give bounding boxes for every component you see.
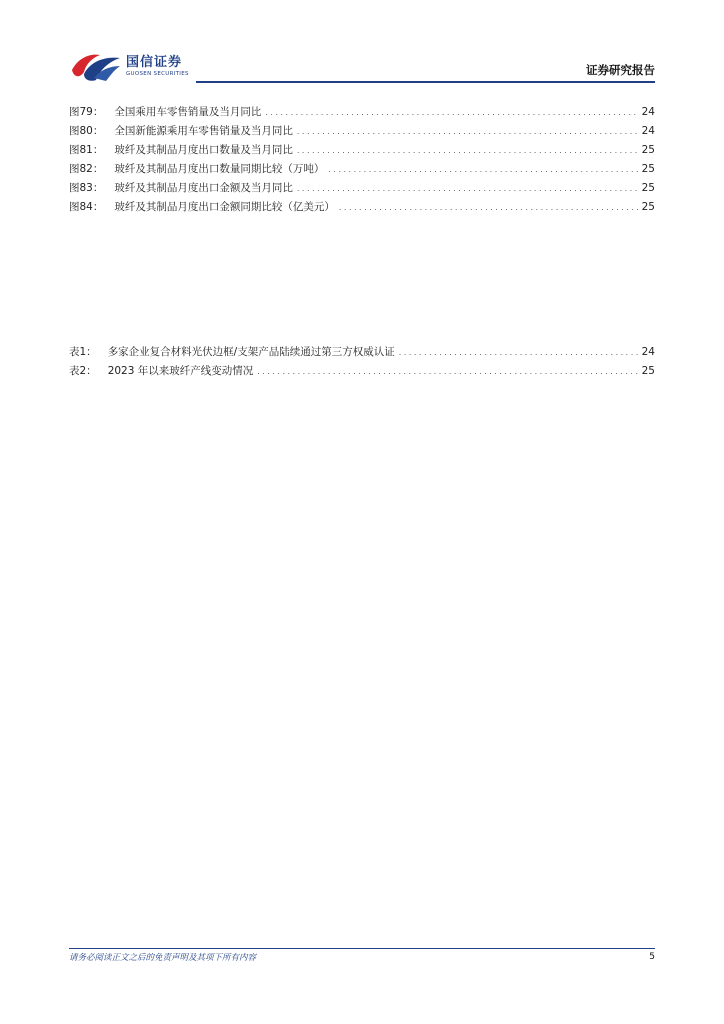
brand-name-en: GUOSEN SECURITIES [126,71,189,77]
toc-entry-title: 多家企业复合材料光伏边框/支架产品陆续通过第三方权威认证 [107,346,395,358]
toc-entry-title: 玻纤及其制品月度出口数量及当月同比 [114,144,293,156]
toc-entry-page: 25 [641,144,655,156]
toc-entry-number: 表2： [69,365,97,377]
footer-divider [69,948,655,949]
page-number: 5 [649,952,655,962]
toc-entry-number: 图84： [69,201,104,213]
toc-entry-number: 图81： [69,144,104,156]
toc-entry-table-2[interactable] [69,363,655,382]
dot-leader [328,165,637,174]
toc-entry-figure-83[interactable] [69,180,655,199]
toc-entry-figure-82[interactable] [69,161,655,180]
toc-entry-figure-81[interactable] [69,142,655,161]
dot-leader [297,184,638,193]
toc-entry-title: 全国乘用车零售销量及当月同比 [114,106,262,118]
toc-entry-page: 25 [641,201,655,213]
toc-entry-title: 玻纤及其制品月度出口金额及当月同比 [114,182,293,194]
toc-entry-table-1[interactable] [69,344,655,363]
brand-logo [70,48,270,84]
dot-leader [339,203,638,212]
dot-leader [257,367,637,376]
toc-entry-title: 2023 年以来玻纤产线变动情况 [107,365,254,377]
brand-name-cn: 国信证券 [126,55,183,70]
toc-entry-title: 玻纤及其制品月度出口数量同期比较（万吨） [114,163,325,175]
toc-entry-title: 玻纤及其制品月度出口金额同期比较（亿美元） [114,201,335,213]
dot-leader [297,146,638,155]
figure-list [69,104,655,218]
dot-leader [399,348,638,357]
toc-entry-page: 24 [641,125,655,137]
toc-entry-title: 全国新能源乘用车零售销量及当月同比 [114,125,293,137]
toc-entry-page: 25 [641,365,655,377]
table-list [69,344,655,382]
toc-entry-page: 24 [641,346,655,358]
dot-leader [297,127,638,136]
toc-entry-number: 表1： [69,346,97,358]
toc-entry-number: 图79： [69,106,104,118]
toc-entry-figure-84[interactable] [69,199,655,218]
footer-disclaimer: 请务必阅读正文之后的免责声明及其项下所有内容 [69,953,257,963]
report-type-label: 证券研究报告 [586,63,655,77]
toc-entry-number: 图82： [69,163,104,175]
toc-entry-figure-79[interactable] [69,104,655,123]
dot-leader [265,108,637,117]
toc-entry-page: 25 [641,182,655,194]
toc-entry-figure-80[interactable] [69,123,655,142]
header-divider [196,81,655,83]
toc-entry-page: 25 [641,163,655,175]
guosen-logo-icon [70,48,122,82]
toc-entry-number: 图83： [69,182,104,194]
toc-entry-page: 24 [641,106,655,118]
page-header [70,48,655,84]
toc-entry-number: 图80： [69,125,104,137]
